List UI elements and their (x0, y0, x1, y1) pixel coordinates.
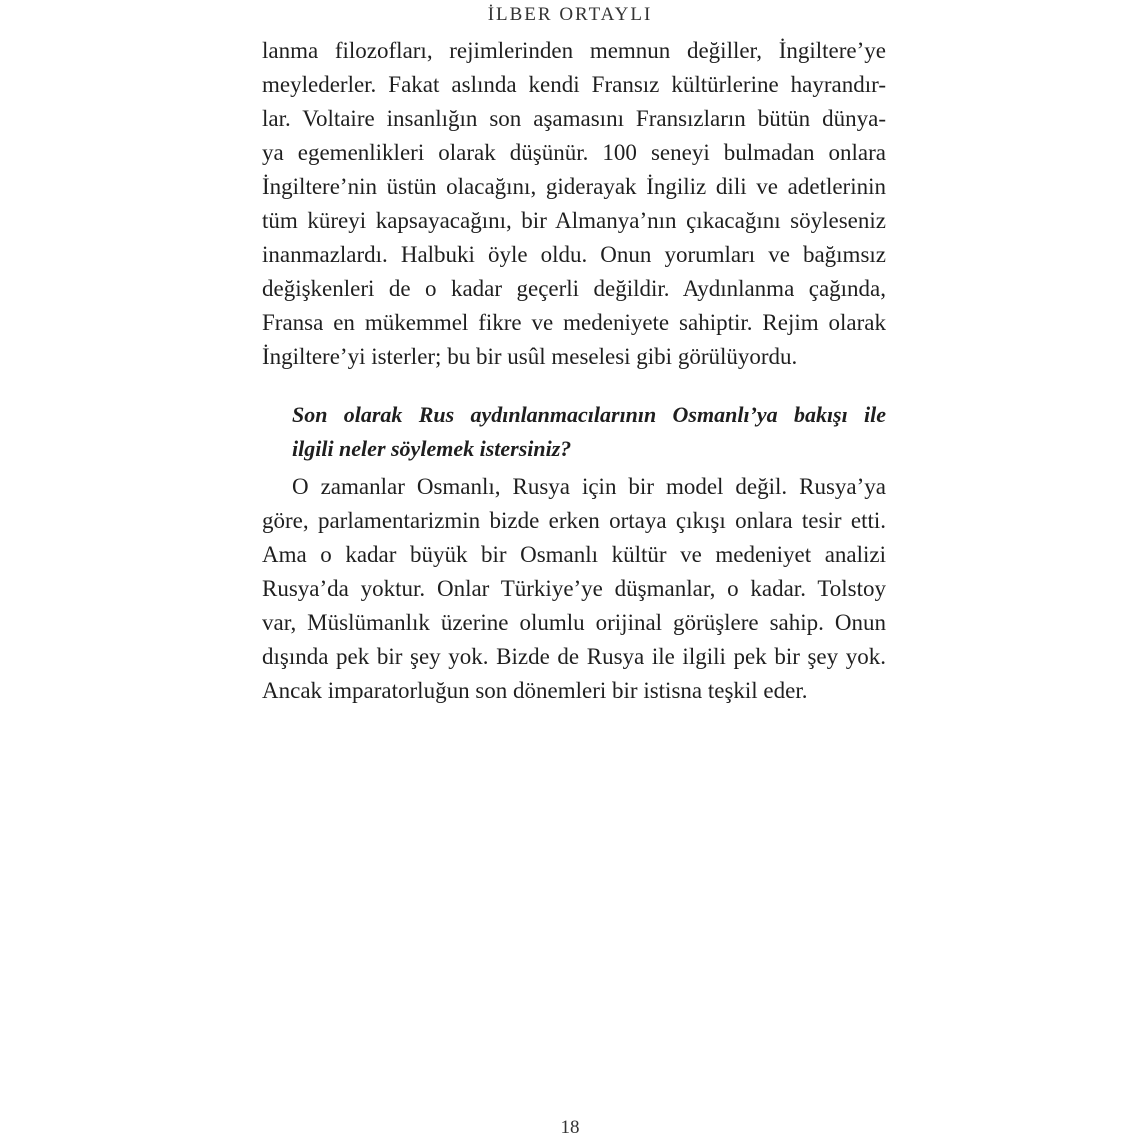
text-line: dışında pek bir şey yok. Bizde de Rusya ile ilgili pek bir şey yok. (262, 644, 886, 669)
text-line: göre, parlamentarizmin bizde erken ortaya çıkışı onlara tesir etti. (262, 508, 886, 533)
text-line: O zamanlar Osmanlı, Rusya için bir model değil. Rusya’ya (292, 474, 886, 499)
text-line: Fransa en mükemmel fikre ve medeniyete sahiptir. Rejim olarak (262, 310, 886, 335)
text-line: Ancak imparatorluğun son dönemleri bir istisna teşkil eder. (262, 678, 808, 703)
text-line: Rusya’da yoktur. Onlar Türkiye’ye düşmanlar, o kadar. Tolstoy (262, 576, 886, 601)
question-line: ilgili neler söylemek istersiniz? (292, 436, 572, 461)
page-number: 18 (560, 1117, 580, 1138)
text-line: İngiltere’yi isterler; bu bir usûl meselesi gibi görülüyordu. (262, 344, 798, 369)
paragraph-answer (262, 470, 886, 708)
text-line: tüm küreyi kapsayacağını, bir Almanya’nın çıkacağını söyleseniz (262, 208, 886, 233)
interview-question (262, 398, 886, 466)
main-text-block (262, 34, 886, 708)
text-line: ya egemenlikleri olarak düşünür. 100 seneyi bulmadan onlara (262, 140, 886, 165)
paragraph-enlightenment (262, 34, 886, 374)
text-line: lar. Voltaire insanlığın son aşamasını Fransızların bütün dünya- (262, 106, 886, 131)
text-line: değişkenleri de o kadar geçerli değildir. Aydınlanma çağında, (262, 276, 886, 301)
running-head-author: İLBER ORTAYLI (487, 4, 653, 25)
text-line: İngiltere’nin üstün olacağını, giderayak İngiliz dili ve adetlerinin (262, 174, 886, 199)
text-line: lanma filozofları, rejimlerinden memnun değiller, İngiltere’ye (262, 38, 886, 63)
text-line: Ama o kadar büyük bir Osmanlı kültür ve medeniyet analizi (262, 542, 886, 567)
text-line: meylederler. Fakat aslında kendi Fransız kültürlerine hayrandır- (262, 72, 886, 97)
question-line: Son olarak Rus aydınlanmacılarının Osmanlı’ya bakışı ile (292, 402, 886, 427)
text-line: var, Müslümanlık üzerine olumlu orijinal görüşlere sahip. Onun (262, 610, 886, 635)
text-line: inanmazlardı. Halbuki öyle oldu. Onun yorumları ve bağımsız (262, 242, 886, 267)
